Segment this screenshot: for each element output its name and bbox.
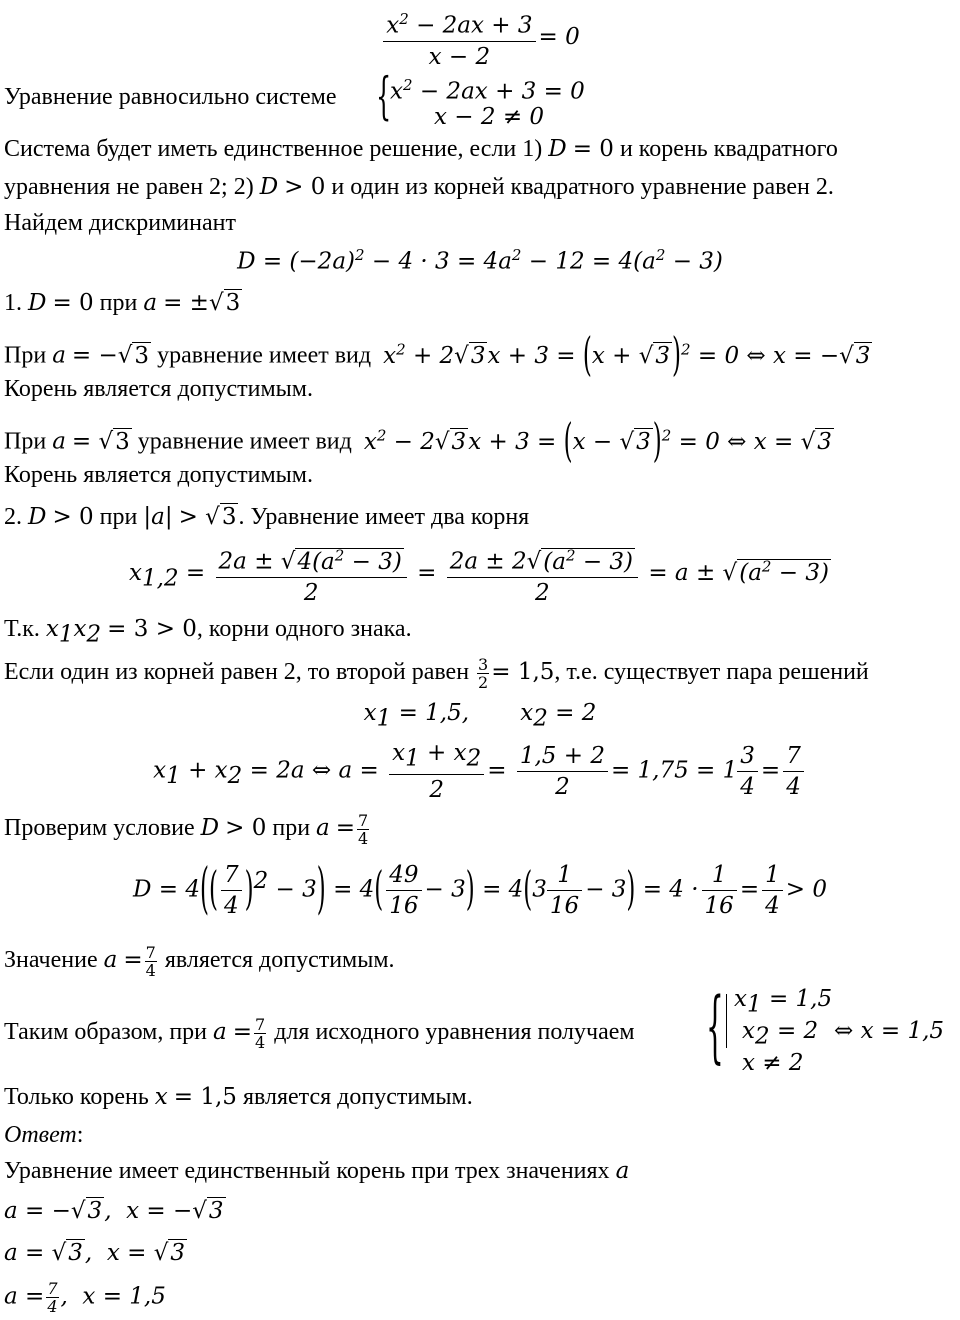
roots-formula: $x_{1,2}$ = $\frac{2a \pm √4(a^2 - 3)}{2}$ = $\frac{2a \pm 2√(a^2 - 3)}{2}$ = $a \pm √(a^2 - 3)$	[0, 540, 960, 608]
system-label: Уравнение равносильно системе	[4, 84, 337, 110]
main-fraction: $\frac{x^2 - 2ax + 3}{x - 2}$	[383, 4, 535, 72]
discriminant-formula: $D = (-2a)^2 - 4 \cdot 3 = 4a^2 - 12 = 4(a^2 - 3)$	[237, 246, 723, 275]
condition-line-2: уравнения не равен 2; 2) D > 0 и один из корней квадратного уравнение равен 2.	[4, 174, 834, 200]
value-ok: Значение a = $\frac{7}{4}$ является допустимым.	[4, 943, 395, 980]
root-pair: $x_1 = 1,5$, $x_2 = 2$	[363, 700, 597, 732]
case-1-negative: При a = −√3 уравнение имеет вид $x^2 + 2√3x + 3 = (x + √3)^2 = 0$ ⇔ x = −√3	[4, 329, 871, 382]
root-ok-2: Корень является допустимым.	[4, 462, 313, 488]
answer-intro: Уравнение имеет единственный корень при трех значениях a	[4, 1158, 630, 1184]
find-discriminant: Найдем дискриминант	[4, 210, 236, 236]
condition-line-1: Система будет иметь единственное решение, если 1) D = 0 и корень квадратного	[4, 136, 838, 162]
thus-line: Таким образом, при a = $\frac{7}{4}$ для исходного уравнения получаем	[4, 1015, 635, 1052]
case-1-positive: При a = √3 уравнение имеет вид $x^2 - 2√3x + 3 = (x - √3)^2 = 0$ ⇔ x = √3	[4, 415, 832, 468]
root-ok-1: Корень является допустимым.	[4, 376, 313, 402]
sum-formula: $x_1 + x_2 = 2a$ ⇔ a = $\frac{x_1 + x_2}{2}$ = $\frac{1,5 + 2}{2}$ = 1,75 = 1 $\frac{3}{4}$ = $\frac{7}{4}$	[0, 738, 960, 805]
main-equation: $\frac{x^2 - 2ax + 3}{x - 2}$ = 0	[0, 4, 960, 72]
answer-2: a = √3, x = √3	[4, 1240, 186, 1266]
answer-1: a = −√3, x = −√3	[4, 1198, 224, 1224]
case-2: 2. D > 0 при |a| > √3. Уравнение имеет два корня	[4, 504, 530, 530]
thus-system: { $x_1 = 1,5$ $x_2 = 2$ x ≠ 2 ⇔ x = 1,5	[706, 980, 945, 1076]
check-condition: Проверим условие D > 0 при a = $\frac{7}{4}$	[4, 811, 369, 848]
only-root: Только корень x = 1,5 является допустимым.	[4, 1084, 473, 1110]
answer-3: a = $\frac{7}{4}$ , x = 1,5	[4, 1279, 166, 1316]
case-1: 1. D = 0 при a = ±√3	[4, 290, 241, 316]
check-formula: D = 4(( $\frac{7}{4}$ )$^2$ − 3) = 4( $\frac{49}{16}$ − 3) = 4(3 $\frac{1}{16}$ − 3) = 4 · $\frac{1}{16}$ = $\frac{1}{4}$ > 0	[133, 858, 827, 921]
vieta-line: Т.к. $x_1x_2 = 3 > 0$, корни одного знака.	[4, 616, 412, 648]
answer-label: Ответ:	[4, 1122, 84, 1148]
system-line	[4, 82, 337, 112]
one-root-2: Если один из корней равен 2, то второй равен $\frac{3}{2}$ = 1,5, т.е. существует пара решений	[4, 655, 869, 692]
